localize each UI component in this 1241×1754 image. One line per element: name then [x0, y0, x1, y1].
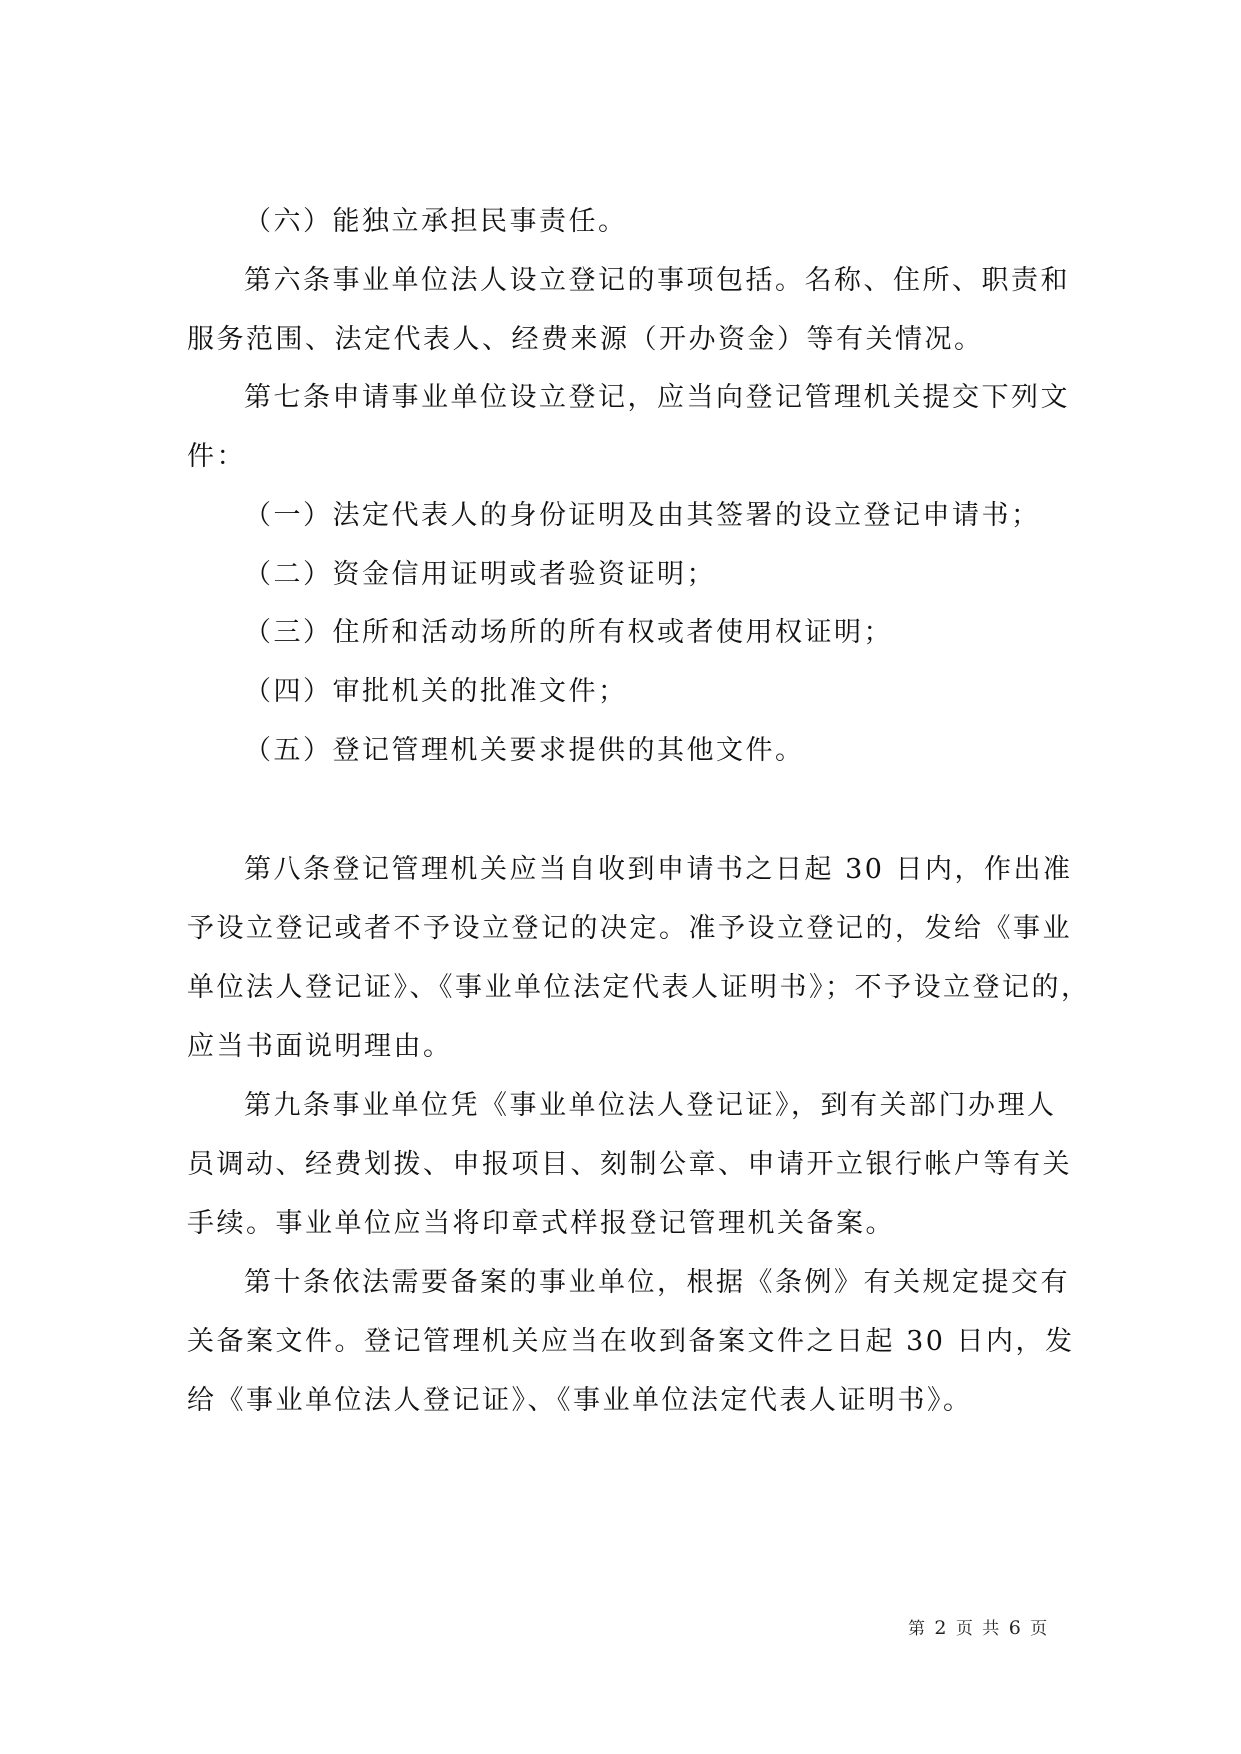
- item-two: （二）资金信用证明或者验资证明；: [244, 559, 716, 590]
- article-eight-line-3: 单位法人登记证》、《事业单位法定代表人证明书》；不予设立登记的，: [187, 972, 1091, 1003]
- article-six-line-2: 服务范围、法定代表人、经费来源（开办资金）等有关情况。: [187, 324, 984, 355]
- footer-middle: 页 共: [955, 1619, 1002, 1639]
- page-number-footer: [908, 1616, 1049, 1641]
- article-eight-line-4: 应当书面说明理由。: [187, 1031, 453, 1062]
- article-ten-line-3: 给《事业单位法人登记证》、《事业单位法定代表人证明书》。: [187, 1385, 973, 1416]
- current-page-number: 2: [934, 1617, 949, 1639]
- article-nine-line-1: 第九条事业单位凭《事业单位法人登记证》，到有关部门办理人: [244, 1090, 1057, 1121]
- article-ten-line-1: 第十条依法需要备案的事业单位，根据《条例》有关规定提交有: [244, 1267, 1070, 1298]
- item-five: （五）登记管理机关要求提供的其他文件。: [244, 735, 805, 766]
- footer-prefix: 第: [908, 1619, 927, 1639]
- item-four: （四）审批机关的批准文件；: [244, 676, 628, 707]
- article-eight-line-2: 予设立登记或者不予设立登记的决定。准予设立登记的，发给《事业: [187, 913, 1072, 944]
- article-six-line-1: 第六条事业单位法人设立登记的事项包括。名称、住所、职责和: [244, 265, 1070, 296]
- footer-suffix: 页: [1030, 1619, 1050, 1639]
- article-eight-line-1: 第八条登记管理机关应当自收到申请书之日起 30 日内，作出准: [244, 854, 1073, 885]
- article-nine-line-3: 手续。事业单位应当将印章式样报登记管理机关备案。: [187, 1208, 895, 1239]
- item-six: （六）能独立承担民事责任。: [244, 206, 628, 237]
- article-nine-line-2: 员调动、经费划拨、申报项目、刻制公章、申请开立银行帐户等有关: [187, 1149, 1072, 1180]
- article-seven-line-2: 件：: [187, 441, 246, 472]
- item-one: （一）法定代表人的身份证明及由其签署的设立登记申请书；: [244, 500, 1041, 531]
- article-seven-line-1: 第七条申请事业单位设立登记，应当向登记管理机关提交下列文: [244, 382, 1070, 413]
- total-page-number: 6: [1008, 1617, 1023, 1639]
- item-three: （三）住所和活动场所的所有权或者使用权证明；: [244, 617, 893, 648]
- article-ten-line-2: 关备案文件。登记管理机关应当在收到备案文件之日起 30 日内，发: [187, 1326, 1075, 1357]
